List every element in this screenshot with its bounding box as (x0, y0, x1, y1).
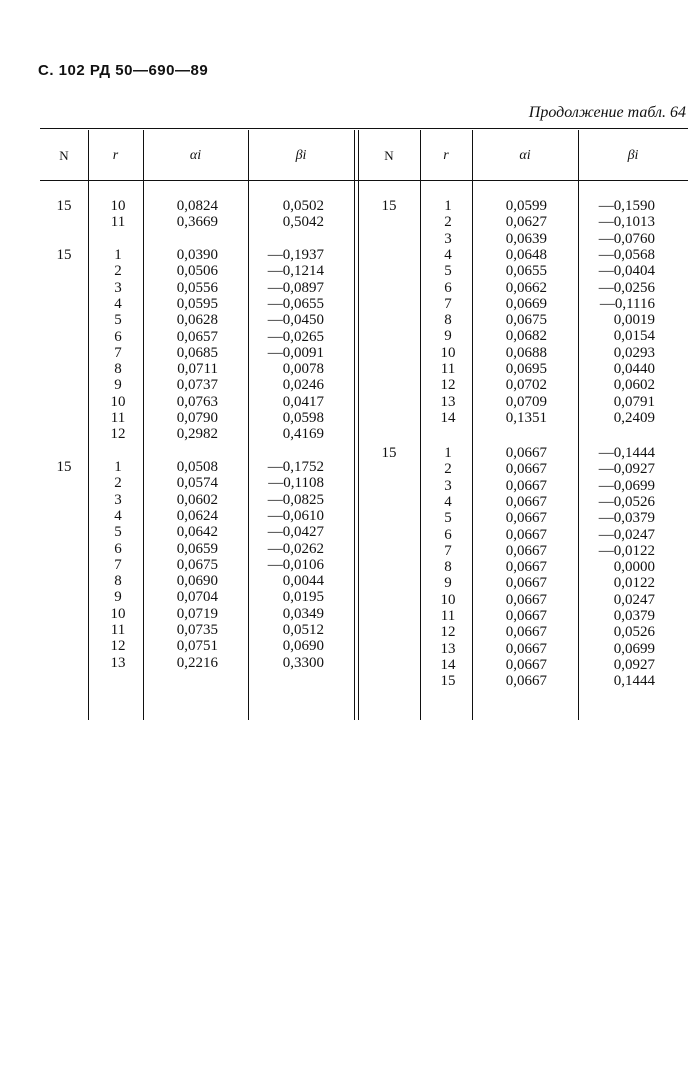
beta-value: —0,0825 (267, 491, 324, 508)
r-value: 6 (114, 328, 122, 345)
beta-value: 0,0044 (282, 573, 324, 590)
alpha-value: 0,0667 (505, 624, 547, 641)
beta-value: 0,0247 (613, 591, 655, 608)
table-continuation-label: Продолжение табл. 64 (528, 104, 686, 121)
beta-value: 0,0927 (613, 656, 655, 673)
alpha-value: 0,0669 (505, 295, 547, 312)
alpha-value: 0,0667 (505, 526, 547, 543)
alpha-value: 0,0599 (505, 198, 547, 214)
r-value: 12 (110, 426, 126, 443)
beta-value: —0,1752 (267, 459, 324, 475)
alpha-value: 0,0659 (176, 540, 218, 557)
page-reference: С. 102 РД 50—690—89 (38, 62, 209, 79)
r-value: 2 (444, 461, 452, 478)
r-value: 7 (444, 542, 452, 559)
alpha-value: 0,0702 (505, 377, 547, 394)
r-value: 12 (440, 377, 456, 394)
beta-value: 0,5042 (282, 214, 324, 231)
center-double-divider (358, 130, 359, 720)
header-beta-right: βi (627, 148, 639, 163)
center-double-divider (354, 130, 355, 720)
r-value: 2 (444, 214, 452, 231)
r-value: 5 (444, 510, 452, 527)
alpha-value: 0,0602 (176, 491, 218, 508)
header-r-left: r (112, 148, 119, 163)
beta-value: 0,0293 (613, 344, 655, 361)
beta-value: 0,0417 (282, 393, 324, 410)
beta-value: —0,0760 (598, 230, 655, 247)
beta-value: —0,1444 (598, 445, 655, 461)
beta-value: 0,0690 (282, 638, 324, 655)
group-n-value: 15 (56, 198, 72, 214)
r-value: 6 (444, 526, 452, 543)
r-value: 14 (440, 409, 456, 426)
beta-value: —0,0262 (267, 540, 324, 557)
alpha-value: 0,0695 (505, 361, 547, 377)
alpha-value: 0,0682 (505, 328, 547, 345)
alpha-value: 0,0506 (176, 263, 218, 280)
beta-value: —0,0122 (598, 542, 655, 559)
beta-value: 0,0598 (282, 410, 324, 426)
beta-value: 0,0078 (282, 361, 324, 378)
beta-value: 0,0195 (282, 589, 324, 606)
alpha-value: 0,0667 (505, 477, 547, 494)
alpha-value: 0,0662 (505, 279, 547, 296)
header-n-right: N (384, 148, 394, 163)
r-value: 1 (114, 247, 122, 263)
beta-value: 0,3300 (282, 654, 324, 671)
alpha-value: 0,0675 (505, 312, 547, 329)
alpha-value: 0,0667 (505, 445, 547, 461)
r-value: 6 (444, 279, 452, 296)
beta-value: —0,1116 (599, 295, 655, 312)
r-value: 12 (110, 638, 126, 655)
header-r-right: r (443, 148, 449, 163)
beta-value: 0,4169 (282, 426, 324, 443)
r-value: 7 (114, 556, 122, 573)
alpha-value: 0,0655 (505, 263, 547, 280)
r-value: 8 (114, 361, 122, 378)
alpha-value: 0,0667 (505, 510, 547, 527)
alpha-value: 0,0642 (176, 524, 218, 541)
beta-value: —0,0568 (598, 246, 655, 263)
alpha-value: 0,0719 (176, 605, 218, 622)
r-value: 10 (110, 605, 126, 622)
alpha-value: 0,0556 (176, 279, 218, 296)
beta-value: 0,0526 (613, 624, 655, 641)
r-value: 11 (440, 608, 456, 624)
r-value: 9 (114, 589, 122, 606)
r-value: 9 (444, 328, 452, 345)
alpha-value: 0,0639 (505, 230, 547, 247)
r-value: 8 (444, 559, 452, 576)
alpha-value: 0,0667 (505, 461, 547, 478)
beta-value: 0,1444 (613, 673, 655, 690)
beta-value: —0,0897 (267, 279, 324, 296)
r-value: 5 (114, 524, 122, 541)
r-value: 10 (110, 393, 126, 410)
beta-value: —0,1108 (268, 475, 324, 492)
alpha-value: 0,0667 (505, 542, 547, 559)
beta-value: —0,1013 (598, 214, 655, 231)
alpha-value: 0,3669 (176, 214, 218, 231)
r-value: 15 (440, 673, 456, 690)
beta-value: 0,0122 (613, 575, 655, 592)
alpha-value: 0,0711 (177, 361, 218, 378)
alpha-value: 0,0624 (176, 507, 218, 524)
r-value: 10 (110, 198, 126, 214)
beta-value: —0,0450 (267, 312, 324, 329)
r-value: 13 (440, 640, 456, 657)
alpha-value: 0,2216 (176, 654, 218, 671)
alpha-value: 0,0685 (176, 344, 218, 361)
beta-value: 0,0019 (613, 312, 655, 329)
alpha-value: 0,0667 (505, 656, 547, 673)
alpha-value: 0,0667 (505, 559, 547, 576)
r-value: 3 (114, 279, 122, 296)
r-value: 13 (110, 654, 126, 671)
beta-value: —0,0091 (267, 344, 324, 361)
beta-value: —0,0655 (267, 295, 324, 312)
header-n-left: N (59, 148, 69, 163)
r-value: 6 (114, 540, 122, 557)
r-value: 9 (444, 575, 452, 592)
alpha-value: 0,0595 (176, 295, 218, 312)
alpha-value: 0,0627 (505, 214, 547, 231)
r-value: 1 (114, 459, 122, 475)
r-value: 8 (444, 312, 452, 329)
alpha-value: 0,0675 (176, 556, 218, 573)
beta-value: —0,0699 (598, 477, 655, 494)
r-value: 9 (114, 377, 122, 394)
beta-value: —0,0265 (267, 328, 324, 345)
alpha-value: 0,0628 (176, 312, 218, 329)
r-value: 7 (114, 344, 122, 361)
beta-value: —0,0427 (267, 524, 324, 541)
beta-value: 0,0379 (613, 608, 655, 624)
column-divider (88, 130, 89, 720)
beta-value: 0,0000 (613, 559, 655, 576)
alpha-value: 0,1351 (505, 409, 547, 426)
r-value: 2 (114, 475, 122, 492)
r-value: 4 (444, 493, 452, 510)
r-value: 11 (110, 214, 126, 231)
alpha-value: 0,0667 (505, 673, 547, 690)
r-value: 13 (440, 393, 456, 410)
alpha-value: 0,0667 (505, 575, 547, 592)
alpha-value: 0,2982 (176, 426, 218, 443)
beta-value: —0,0927 (598, 461, 655, 478)
beta-value: —0,0256 (598, 279, 655, 296)
header-beta-left: βi (295, 148, 307, 163)
table-top-rule (40, 128, 688, 129)
beta-value: 0,0440 (613, 361, 655, 377)
alpha-value: 0,0824 (176, 198, 218, 214)
alpha-value: 0,0667 (505, 591, 547, 608)
r-value: 2 (114, 263, 122, 280)
beta-value: —0,0610 (267, 507, 324, 524)
column-divider (420, 130, 421, 720)
group-n-value: 15 (56, 459, 72, 475)
beta-value: 0,0699 (613, 640, 655, 657)
r-value: 3 (444, 230, 452, 247)
r-value: 5 (444, 263, 452, 280)
r-value: 3 (114, 491, 122, 508)
alpha-value: 0,0574 (176, 475, 218, 492)
header-alpha-right: αi (519, 148, 531, 163)
r-value: 10 (440, 344, 456, 361)
alpha-value: 0,0735 (176, 622, 218, 638)
r-value: 14 (440, 656, 456, 673)
r-value: 7 (444, 295, 452, 312)
alpha-value: 0,0688 (505, 344, 547, 361)
beta-value: 0,0502 (282, 198, 324, 214)
group-n-value: 15 (381, 198, 397, 214)
alpha-value: 0,0667 (505, 608, 547, 624)
group-n-value: 15 (381, 445, 397, 461)
r-value: 11 (440, 361, 456, 377)
r-value: 1 (444, 198, 452, 214)
beta-value: —0,0106 (267, 556, 324, 573)
r-value: 4 (444, 246, 452, 263)
alpha-value: 0,0763 (176, 393, 218, 410)
beta-value: 0,0602 (613, 377, 655, 394)
r-value: 4 (114, 507, 122, 524)
beta-value: 0,0791 (613, 393, 655, 410)
r-value: 8 (114, 573, 122, 590)
alpha-value: 0,0667 (505, 493, 547, 510)
r-value: 3 (444, 477, 452, 494)
r-value: 1 (444, 445, 452, 461)
r-value: 4 (114, 295, 122, 312)
alpha-value: 0,0751 (176, 638, 218, 655)
alpha-value: 0,0657 (176, 328, 218, 345)
beta-value: —0,1937 (267, 247, 324, 263)
alpha-value: 0,0737 (176, 377, 218, 394)
alpha-value: 0,0648 (505, 246, 547, 263)
beta-value: 0,0246 (282, 377, 324, 394)
r-value: 10 (440, 591, 456, 608)
r-value: 11 (110, 410, 126, 426)
beta-value: —0,0404 (598, 263, 655, 280)
beta-value: —0,0526 (598, 493, 655, 510)
beta-value: 0,2409 (613, 409, 655, 426)
alpha-value: 0,0690 (176, 573, 218, 590)
beta-value: 0,0349 (282, 605, 324, 622)
beta-value: —0,0247 (598, 526, 655, 543)
beta-value: 0,0154 (613, 328, 655, 345)
alpha-value: 0,0709 (505, 393, 547, 410)
alpha-value: 0,0704 (176, 589, 218, 606)
alpha-value: 0,0390 (176, 247, 218, 263)
alpha-value: 0,0508 (176, 459, 218, 475)
alpha-value: 0,0790 (176, 410, 218, 426)
r-value: 12 (440, 624, 456, 641)
group-n-value: 15 (56, 247, 72, 263)
header-alpha-left: αi (189, 148, 202, 163)
r-value: 5 (114, 312, 122, 329)
beta-value: —0,1214 (267, 263, 324, 280)
alpha-value: 0,0667 (505, 640, 547, 657)
beta-value: 0,0512 (282, 622, 324, 638)
table-header-rule (40, 180, 688, 181)
beta-value: —0,0379 (598, 510, 655, 527)
beta-value: —0,1590 (598, 198, 655, 214)
r-value: 11 (110, 622, 126, 638)
